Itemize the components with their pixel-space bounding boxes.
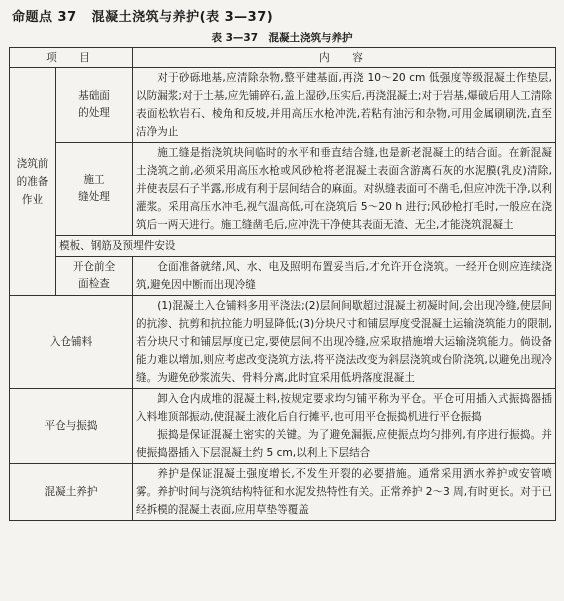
prep-category-line: 作业 xyxy=(21,193,44,206)
leveling-content-cell xyxy=(133,389,556,464)
prep-category-cell xyxy=(10,68,56,296)
placing-content-cell xyxy=(133,296,556,389)
foundation-label-cell xyxy=(56,68,133,143)
curing-label-cell: 混凝土养护 xyxy=(10,464,133,521)
inspection-label-line: 面检查 xyxy=(78,278,110,290)
vibration-text: 振捣是保证混凝土密实的关键。为了避免漏振,应使振点均匀排列,有序进行振捣。并使振捣器插入下层混凝土约 5 cm,以利上下层结合 xyxy=(136,429,552,459)
placing-label-cell: 入仓铺料 xyxy=(10,296,133,389)
leveling-label-cell: 平仓与振捣 xyxy=(10,389,133,464)
formwork-cell: 模板、钢筋及预埋件安设 xyxy=(56,236,556,257)
foundation-label-line: 的处理 xyxy=(78,107,110,119)
joint-label-line: 施工 xyxy=(83,174,105,186)
table-row xyxy=(10,389,556,464)
table-row xyxy=(10,143,556,236)
prep-category-line: 的准备 xyxy=(16,175,49,188)
inspection-label-cell xyxy=(56,257,133,296)
joint-text: 施工缝是指浇筑块间临时的水平和垂直结合缝,也是新老混凝土的结合面。在新混凝土浇筑之前,必须采用高压水枪或风砂枪将老混凝土表面含游离石灰的水泥膜(乳皮)清除,并使表层石子半露,形成有利于层间结合的麻面。对纵缝表面可不凿毛,但应冲洗干净,以利灌浆。采用高压水冲毛,视气温高低,可在浇筑后 5～20 h 进行;风砂枪打毛时,一般应在浇筑后一两天进行。施工缝凿毛后,应冲洗干净使其表面无渣、无尘,才能浇筑混凝土 xyxy=(136,147,552,231)
foundation-content-cell xyxy=(133,68,556,143)
inspection-content-cell xyxy=(133,257,556,296)
table-row xyxy=(10,257,556,296)
foundation-label-line: 基础面 xyxy=(78,90,110,102)
heading-number: 命题点 37 xyxy=(12,10,77,25)
header-item: 项 目 xyxy=(10,48,133,68)
leveling-text: 卸入仓内成堆的混凝土料,按规定要求均匀铺平称为平仓。平仓可用插入式振捣器插入料堆顶部振动,使混凝土液化后自行摊平,也可用平仓振捣机进行平仓振捣 xyxy=(136,393,552,423)
header-content: 内 容 xyxy=(133,48,556,68)
table-caption: 表 3—37 混凝土浇筑与养护 xyxy=(211,32,353,44)
placing-text: (1)混凝土入仓铺料多用平浇法;(2)层间间歇超过混凝土初凝时间,会出现冷缝,使层间的抗渗、抗剪和抗拉能力明显降低;(3)分块尺寸和铺层厚度受混凝土运输浇筑能力的限制,若分块尺寸和铺层厚度已定,要使层间不出现冷缝,应采取措施增大运输浇筑能力。倘设备能力难以增加,则应考虑改变浇筑方法,将平浇法改变为斜层浇筑或台阶浇筑,以避免出现冷缝。为避免砂浆流失、骨料分离,此时宜采用低坍落度混凝土 xyxy=(136,300,552,384)
table-row xyxy=(10,296,556,389)
table-row xyxy=(10,68,556,143)
table-row xyxy=(10,236,556,257)
prep-category-line: 浇筑前 xyxy=(16,157,49,170)
joint-content-cell xyxy=(133,143,556,236)
joint-label-cell xyxy=(56,143,133,236)
construction-table xyxy=(9,47,556,521)
joint-label-line: 缝处理 xyxy=(78,191,110,203)
table-row xyxy=(10,464,556,521)
section-heading xyxy=(12,6,273,25)
header-row xyxy=(10,48,556,68)
foundation-text: 对于砂砾地基,应清除杂物,整平建基面,再浇 10～20 cm 低强度等级混凝土作垫层,以防漏浆;对于土基,应先铺碎石,盖上湿砂,压实后,再浇混凝土;对于岩基,爆破后用人工清除表面松软岩石、棱角和反坡,并用高压水枪冲洗,若粘有油污和杂物,可用金属刷刷洗,直至洁净为止 xyxy=(136,72,552,138)
inspection-label-line: 开仓前全 xyxy=(72,261,116,273)
inspection-text: 仓面准备就绪,风、水、电及照明布置妥当后,才允许开仓浇筑。一经开仓则应连续浇筑,避免因中断而出现冷缝 xyxy=(136,261,552,291)
curing-text: 养护是保证混凝土强度增长,不发生开裂的必要措施。通常采用洒水养护或安管喷雾。养护时间与浇筑结构特征和水泥发热特性有关。正常养护 2～3 周,有时更长。对于已经拆模的混凝土表面,应用草垫等覆盖 xyxy=(136,468,552,516)
heading-title: 混凝土浇筑与养护(表 3—37) xyxy=(91,10,274,25)
curing-content-cell xyxy=(133,464,556,521)
